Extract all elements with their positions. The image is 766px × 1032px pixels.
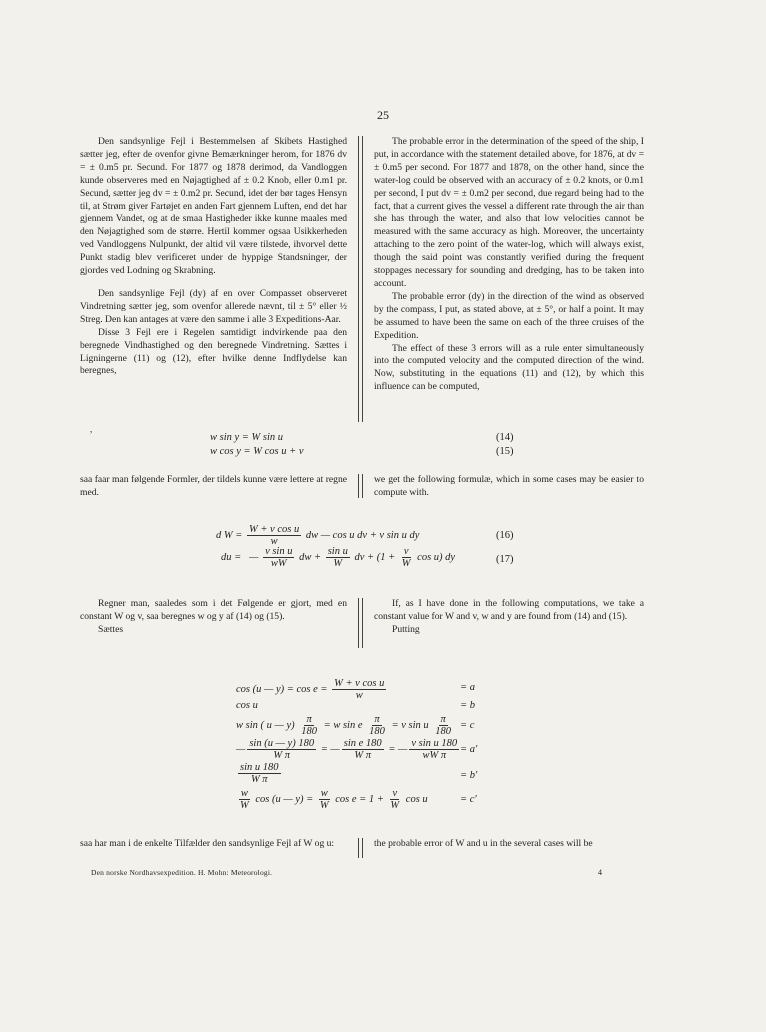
equation-17-tail: cos u) dy bbox=[417, 551, 456, 563]
footer-publication: Den norske Nordhavsexpedition. H. Mohn: Meteorologi. bbox=[91, 868, 273, 877]
equation-16-denominator: w bbox=[270, 536, 278, 547]
equation-14: w sin y = W sin u bbox=[210, 432, 284, 443]
equation-17-f1-num: v sin u bbox=[265, 546, 293, 557]
danish-paragraph-3: Disse 3 Fejl ere i Regelen samtidigt indvirkende paa den beregnede Vindhastighed og den beregnede Vindretning. Sættes i Ligningerne (11) og (12), efter hvilke denne Indflydelse kan beregnes, bbox=[80, 326, 347, 377]
def-c2-mid: cos (u — y) = bbox=[255, 793, 314, 805]
equation-17: du = — $\frac{\text{v sin u}}{wW}$ dw + $\frac{\text{sin u}}{W}$ dv + (1 + $\frac{v}{W}$ cos u) dy bbox=[221, 546, 456, 569]
english-column-3 bbox=[374, 598, 644, 637]
equation-17-mid: dw + bbox=[299, 551, 322, 563]
english-paragraph-7: the probable error of W and u in the several cases will be bbox=[374, 838, 593, 849]
def-b-prime bbox=[236, 762, 283, 785]
column-divider-3 bbox=[358, 598, 363, 648]
equation-16 bbox=[216, 524, 419, 547]
def-c2-f1-num: w bbox=[240, 788, 248, 799]
equation-17-f1-den: wW bbox=[270, 558, 287, 569]
def-b2-num: sin u 180 bbox=[240, 762, 279, 773]
english-column-top bbox=[374, 136, 644, 394]
def-a-rhs: = a bbox=[460, 682, 475, 693]
equation-17-f3-num: v bbox=[403, 546, 409, 557]
english-paragraph-5: If, as I have done in the following computations, we take a constant value for W and v, w and y are found from (14) and (15). bbox=[374, 598, 644, 622]
def-a2-f1-num: sin (u — y) 180 bbox=[249, 738, 315, 749]
equation-17-number: (17) bbox=[496, 554, 514, 565]
danish-paragraph-6: Sættes bbox=[98, 623, 124, 635]
def-b2-den: W π bbox=[250, 774, 268, 785]
equation-16-numerator: W + v cos u bbox=[248, 524, 300, 535]
english-column-2 bbox=[374, 474, 644, 500]
def-c-f3-den: 180 bbox=[435, 726, 452, 737]
def-c2-f2-den: W bbox=[319, 800, 329, 811]
def-c bbox=[236, 714, 455, 737]
def-c-f2-den: 180 bbox=[369, 726, 385, 737]
def-a2-f2-num: sin e 180 bbox=[343, 738, 382, 749]
english-paragraph-4: we get the following formulæ, which in some cases may be easier to compute with. bbox=[374, 474, 644, 498]
def-b: cos u bbox=[236, 700, 258, 711]
english-paragraph-1: The probable error in the determination of the speed of the ship, I put, in accordance with the statement detailed above, for 1876, at dv = ± 0.m5 per second. For 1877 and 1878, on the other hand, since the water-log could be observed with an accuracy of ± 0.2 knots, or 0.m1 per second, I put dv = ± 0.m2 per second, due regard being had to the fact, that a current gives the vessel a different rate through the air than she has through the water, and also that low velocities cannot be measured with the same accuracy as high. Moreover, the uncertainty attaching to the zero point of the water-log, which will always exist, though the said point was constantly verified during the frequent stoppages necessary for sounding and dredging, has to be taken into account. bbox=[374, 136, 644, 289]
def-c-f1-num: π bbox=[306, 714, 312, 725]
english-paragraph-3: The effect of these 3 errors will as a rule enter simultaneously into the computed velocity and the computed direction of the wind. Now, substituting in the equations (11) and (12), by which this influence can be computed, bbox=[374, 342, 644, 393]
def-c2-f3 bbox=[388, 788, 401, 811]
danish-paragraph-2: Den sandsynlige Fejl (dy) af en over Compasset observeret Vindretning sætter jeg, som ovenfor allerede nævnt, til ± 5° eller ½ Streg. Den kan antages at være den samme i alle 3 Expeditions-Aar. bbox=[80, 287, 347, 325]
def-c2-f3-num: v bbox=[392, 788, 398, 799]
def-c-f3 bbox=[433, 714, 453, 737]
def-c2-f1 bbox=[238, 788, 251, 811]
equation-17-f3-den: W bbox=[401, 558, 411, 569]
danish-paragraph-1: Den sandsynlige Fejl i Bestemmelsen af Skibets Hastighed sætter jeg, efter de ovenfor givne Bemærkninger herom, for 1876 dv = ± 0.m5 pr. Secund. For 1877 og 1878 derimod, da Vandloggen kunde observeres med en Nøjagtighed af ± 0.2 Knob, eller 0.m1 pr. Secund, sætter jeg dv = ± 0.m2 pr. Secund, idet der bør tages Hensyn til, at Strøm giver Fartøjet en anden Fart gjennem Luften, end det har gjennem Vandet, og at de smaa Hastigheder ikke kunne maales med den Nøjagtighed som de større. Hertil kommer ogsaa Usikkerheden ved Vandloggens Nulpunkt, der altid vil være tilstede, ihvorvel dette Punkt stadig blev verificeret under de hyppige Standsninger, der gjordes ved Lodning og Skrabning. bbox=[80, 136, 347, 277]
column-divider-4 bbox=[358, 838, 363, 858]
column-divider bbox=[358, 136, 363, 422]
equation-15: w cos y = W cos u + v bbox=[210, 446, 304, 457]
def-a2-f3-den: wW π bbox=[422, 750, 447, 761]
page-number: 25 bbox=[377, 108, 389, 122]
equation-16-rest: dw — cos u dv + v sin u dy bbox=[305, 529, 420, 541]
def-c2-mid2: cos e = 1 + bbox=[335, 793, 384, 805]
def-a-fraction bbox=[332, 678, 386, 701]
def-a-prime: — $\frac{\sin (u — y) 180}{\text{W π}}$ = — $\frac{\text{sin e 180}}{\text{W π}}$ = — $\frac{\text{v sin u 180}}{\text{wW π}}$ bbox=[236, 738, 458, 761]
def-c2-f1-den: W bbox=[240, 800, 249, 811]
stray-mark: , bbox=[90, 424, 93, 434]
def-c2-f2-num: w bbox=[320, 788, 328, 799]
equation-17-f2-den: W bbox=[333, 558, 343, 569]
equation-17-fraction-1 bbox=[263, 546, 294, 569]
def-a2-f3-num: v sin u 180 bbox=[411, 738, 458, 749]
def-c-rhs: = c bbox=[460, 720, 475, 731]
english-paragraph-2: The probable error (dy) in the direction of the wind as observed by the compass, I put, as stated above, at ± 5°, or half a point. It may be assumed to have been the same on each of the three cruises of the Expedition. bbox=[374, 290, 644, 341]
def-c2-tail: cos u bbox=[405, 793, 428, 805]
def-a-num: W + v cos u bbox=[334, 678, 385, 689]
def-c-mid: = w sin e bbox=[323, 719, 363, 731]
def-b-rhs: = b bbox=[460, 700, 475, 711]
def-a2-f2 bbox=[342, 738, 384, 761]
def-a-text: cos (u — y) = cos e = bbox=[236, 683, 328, 695]
equation-17-lhs: du = bbox=[221, 551, 242, 563]
def-c2-f3-den: W bbox=[390, 800, 400, 811]
english-paragraph-6: Putting bbox=[392, 623, 420, 635]
column-divider-2 bbox=[358, 474, 363, 498]
equation-16-fraction bbox=[247, 524, 301, 547]
def-a-den: w bbox=[355, 690, 363, 701]
danish-paragraph-7: saa har man i de enkelte Tilfælder den sandsynlige Fejl af W og u: bbox=[80, 838, 335, 849]
danish-column-2 bbox=[80, 474, 347, 500]
def-c-mid2: = v sin u bbox=[391, 719, 429, 731]
equation-17-fraction-2 bbox=[326, 546, 350, 569]
equation-14-number: (14) bbox=[496, 432, 514, 443]
def-a2-f2-den: W π bbox=[354, 750, 372, 761]
def-a-prime-rhs: = a' bbox=[460, 744, 478, 755]
def-a2-f1-den: W π bbox=[273, 750, 291, 761]
equation-17-fraction-3 bbox=[400, 546, 413, 569]
def-b2-fraction bbox=[238, 762, 281, 785]
def-c-f2-num: π bbox=[374, 714, 380, 725]
def-c-f1-den: 180 bbox=[301, 726, 317, 737]
danish-column-3 bbox=[80, 598, 347, 637]
def-a bbox=[236, 678, 388, 701]
def-c-f1 bbox=[299, 714, 319, 737]
danish-paragraph-4: saa faar man følgende Formler, der tildels kunne være lettere at regne med. bbox=[80, 474, 347, 498]
def-b-prime-rhs: = b' bbox=[460, 770, 478, 781]
def-a2-f3 bbox=[409, 738, 459, 761]
english-column-4 bbox=[374, 838, 644, 851]
danish-column-top bbox=[80, 136, 347, 378]
def-a2-f1 bbox=[247, 738, 316, 761]
equation-17-mid2: dv + (1 + bbox=[354, 551, 396, 563]
def-c-f2 bbox=[367, 714, 387, 737]
def-c-prime-rhs: = c' bbox=[460, 794, 477, 805]
equation-15-number: (15) bbox=[496, 446, 514, 457]
def-c2-f2 bbox=[318, 788, 331, 811]
equation-17-f2-num: sin u bbox=[327, 546, 348, 557]
danish-column-4 bbox=[80, 838, 347, 851]
def-c-prime bbox=[236, 788, 428, 811]
def-c-f3-num: π bbox=[440, 714, 446, 725]
def-c-text: w sin ( u — y) bbox=[236, 719, 295, 731]
danish-paragraph-5: Regner man, saaledes som i det Følgende er gjort, med en constant W og v, saa beregnes w og y af (14) og (15). bbox=[80, 598, 347, 622]
equation-16-lhs: d W = bbox=[216, 529, 243, 541]
equation-16-number: (16) bbox=[496, 530, 514, 541]
footer-signature-number: 4 bbox=[598, 868, 602, 877]
